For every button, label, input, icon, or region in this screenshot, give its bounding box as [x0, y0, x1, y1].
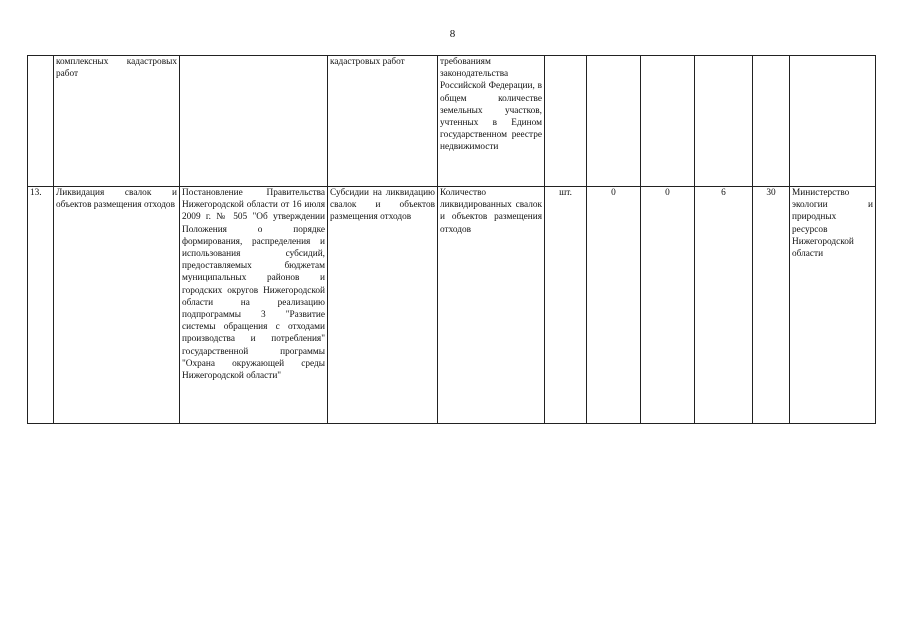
value-cell — [641, 56, 695, 187]
measure-name: комплексных кадастровых работ — [54, 56, 180, 187]
unit-cell — [545, 56, 587, 187]
page-number: 8 — [449, 28, 456, 40]
program-table — [27, 55, 876, 424]
row-index: 13. — [28, 187, 54, 424]
measure-name: Ликвидация свалок и объектов размещения отходов — [54, 187, 180, 424]
value-cell — [695, 56, 753, 187]
indicator-name: требованиям законодательства Российской Федерации, в общем количестве земельных участков, учтенных в Едином государственном реестре недвижимости — [438, 56, 545, 187]
unit-cell: шт. — [545, 187, 587, 424]
value-cell: 0 — [587, 187, 641, 424]
responsible-body: Министерство экологии и природных ресурсов Нижегородской области — [790, 187, 876, 424]
value-cell — [753, 56, 790, 187]
legal-basis — [180, 56, 328, 187]
support-type: кадастровых работ — [328, 56, 438, 187]
row-index — [28, 56, 54, 187]
value-cell — [587, 56, 641, 187]
value-cell: 30 — [753, 187, 790, 424]
value-cell: 6 — [695, 187, 753, 424]
table-row — [28, 187, 876, 424]
table-row — [28, 56, 876, 187]
legal-basis: Постановление Правительства Нижегородской области от 16 июля 2009 г. № 505 "Об утверждении Положения о порядке формирования, распределения и использования субсидий, предоставляемых бюджетам муниципальных районов и городских округов Нижегородской области на реализацию подпрограммы 3 "Развитие системы обращения с отходами производства и потребления" государственной программы "Охрана окружающей среды Нижегородской области" — [180, 187, 328, 424]
value-cell: 0 — [641, 187, 695, 424]
indicator-name: Количество ликвидированных свалок и объектов размещения отходов — [438, 187, 545, 424]
support-type: Субсидии на ликвидацию свалок и объектов размещения отходов — [328, 187, 438, 424]
responsible-body — [790, 56, 876, 187]
